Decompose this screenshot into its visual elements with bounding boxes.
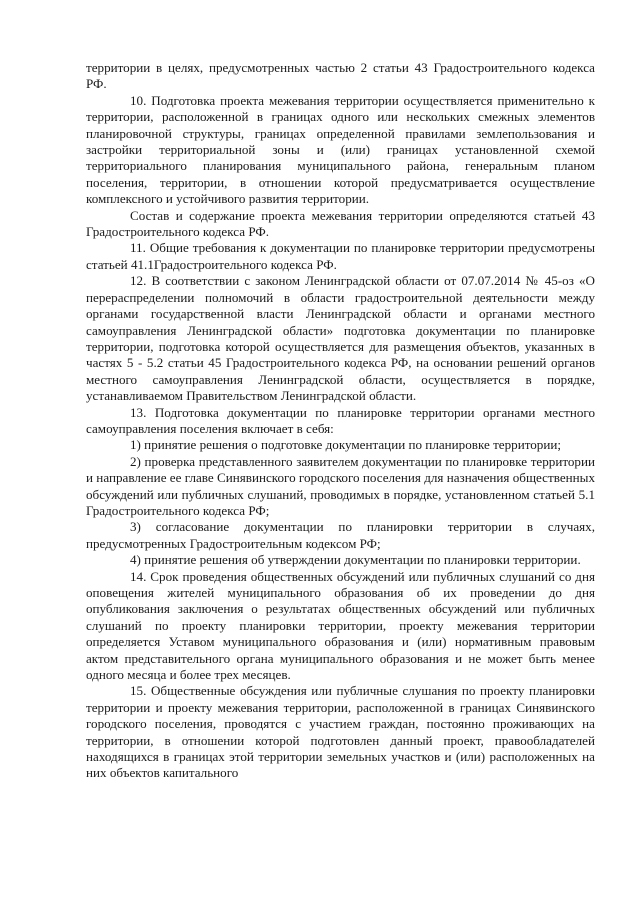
paragraph-subitem-1: 1) принятие решения о подготовке документации по планировке территории; bbox=[130, 437, 561, 453]
paragraph-subitem-2: 2) проверка представленного заявителем документации по планировке территории и направление ее главе Синявинского городского поселения для назначения общественных обсуждений или публичных слушаний, проводимых в порядке, установленном статьей 5.1 Градостроительного кодекса РФ; bbox=[86, 453, 595, 518]
paragraph-continuation: территории в целях, предусмотренных частью 2 статьи 43 Градостроительного кодекса РФ. bbox=[86, 60, 595, 92]
paragraph-item-12: 12. В соответствии с законом Ленинградской области от 07.07.2014 № 45-оз «О перераспределении полномочий в области градостроительной деятельности между органами государственной власти Ленинградской области и органами местного самоуправления Ленинградской области» подготовка документации по планировке территории, подготовка которой осуществляется для размещения объектов, указанных в частях 5 - 5.2 статьи 45 Градостроительного кодекса РФ, на основании решений органов местного самоуправления Ленинградской области, осуществляется в порядке, устанавливаемом Правительством Ленинградской области. bbox=[86, 273, 595, 404]
paragraph-item-10: 10. Подготовка проекта межевания территории осуществляется применительно к территории, расположенной в границах одного или нескольких смежных элементов планировочной структуры, границах определенной правилами землепользования и застройки территориальной зоны и (или) границах установленной схемой территориального планирования муниципального района, генеральным планом поселения, территории, в отношении которой предусматривается осуществление комплексного и устойчивого развития территории. bbox=[86, 92, 595, 207]
paragraph-item-11: 11. Общие требования к документации по планировке территории предусмотрены статьей 41.1Градостроительного кодекса РФ. bbox=[86, 240, 595, 272]
paragraph-item-15: 15. Общественные обсуждения или публичные слушания по проекту планировки территории и проекту межевания территории, расположенной в границах Синявинского городского поселения, проводятся с участием граждан, постоянно проживающих на территории, в отношении которой подготовлен данный проект, правообладателей находящихся в границах этой территории земельных участков и (или) расположенных на них объектов капитального bbox=[86, 683, 595, 781]
paragraph-item-13: 13. Подготовка документации по планировке территории органами местного самоуправления поселения включает в себя: bbox=[86, 404, 595, 436]
paragraph-subitem-4: 4) принятие решения об утверждении документации по планировки территории. bbox=[130, 552, 581, 568]
document-page bbox=[86, 60, 595, 782]
paragraph-item-14: 14. Срок проведения общественных обсуждений или публичных слушаний со дня оповещения жителей муниципального образования об их проведении до дня опубликования заключения о результатах общественных обсуждений или публичных слушаний по проекту планировки территории, проекту межевания территории определяется Уставом муниципального образования и (или) нормативным правовым актом представительного органа муниципального образования и не может быть менее одного месяца и более трех месяцев. bbox=[86, 568, 595, 683]
paragraph-subitem-3: 3) согласование документации по планировки территории в случаях, предусмотренных Градостроительным кодексом РФ; bbox=[86, 519, 595, 551]
paragraph-composition: Состав и содержание проекта межевания территории определяются статьей 43 Градостроительного кодекса РФ. bbox=[86, 207, 595, 240]
